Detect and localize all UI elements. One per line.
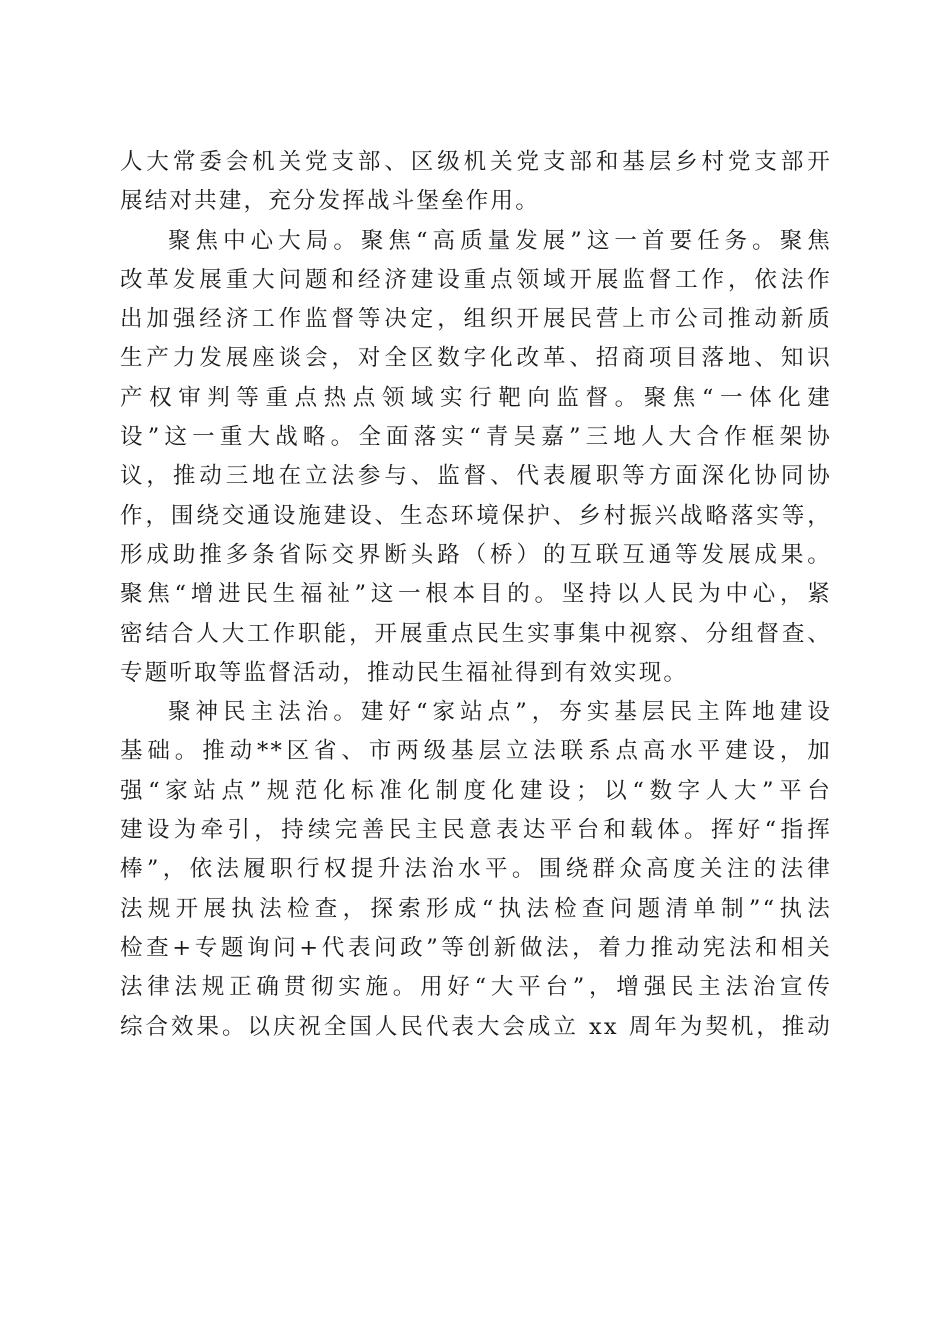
text-line: 人大常委会机关党支部、区级机关党支部和基层乡村党支部开 <box>120 149 832 175</box>
text-line: 基础。推动**区省、市两级基层立法联系点高水平建设，加 <box>120 738 832 765</box>
text-line: 展结对共建，充分发挥战斗堡垒作用。 <box>120 188 540 215</box>
document-page <box>120 143 832 1047</box>
text-line: 法规开展执法检查，探索形成“执法检查问题清单制”“执法 <box>120 895 832 922</box>
text-line: 作，围绕交通设施建设、生态环境保护、乡村振兴战略落实等， <box>120 502 832 529</box>
paragraph-1 <box>120 143 832 222</box>
text-line: 生产力发展座谈会，对全区数字化改革、招商项目落地、知识 <box>120 345 832 372</box>
text-line: 检查+专题询问+代表问政”等创新做法，着力推动宪法和相关 <box>120 934 832 961</box>
text-line: 聚焦中心大局。聚焦“高质量发展”这一首要任务。聚焦 <box>168 227 832 254</box>
text-line: 建设为牵引，持续完善民主民意表达平台和载体。挥好“指挥 <box>120 817 832 844</box>
text-line: 专题听取等监督活动，推动民生福祉得到有效实现。 <box>120 659 689 686</box>
paragraph-2 <box>120 222 832 694</box>
text-line: 产权审判等重点热点领域实行靶向监督。聚焦“一体化建 <box>120 384 832 411</box>
text-line: 改革发展重大问题和经济建设重点领域开展监督工作，依法作 <box>120 266 832 293</box>
text-line: 聚神民主法治。建好“家站点”，夯实基层民主阵地建设 <box>168 699 832 726</box>
text-line: 形成助推多条省际交界断头路（桥）的互联互通等发展成果。 <box>120 541 832 568</box>
text-line: 设”这一重大战略。全面落实“青吴嘉”三地人大合作框架协 <box>120 424 832 451</box>
text-line: 密结合人大工作职能，开展重点民生实事集中视察、分组督查、 <box>120 620 832 647</box>
text-line: 出加强经济工作监督等决定，组织开展民营上市公司推动新质 <box>120 306 832 333</box>
text-line: 议，推动三地在立法参与、监督、代表履职等方面深化协同协 <box>120 463 832 490</box>
text-line: 聚焦“增进民生福祉”这一根本目的。坚持以人民为中心，紧 <box>120 581 832 608</box>
text-line: 法律法规正确贯彻实施。用好“大平台”，增强民主法治宣传 <box>120 974 832 1001</box>
text-line: 综合效果。以庆祝全国人民代表大会成立 xx 周年为契机，推动 <box>120 1013 832 1040</box>
text-line: 棒”，依法履职行权提升法治水平。围绕群众高度关注的法律 <box>120 856 832 883</box>
text-line: 强“家站点”规范化标准化制度化建设；以“数字人大”平台 <box>120 777 832 804</box>
paragraph-3 <box>120 693 832 1047</box>
